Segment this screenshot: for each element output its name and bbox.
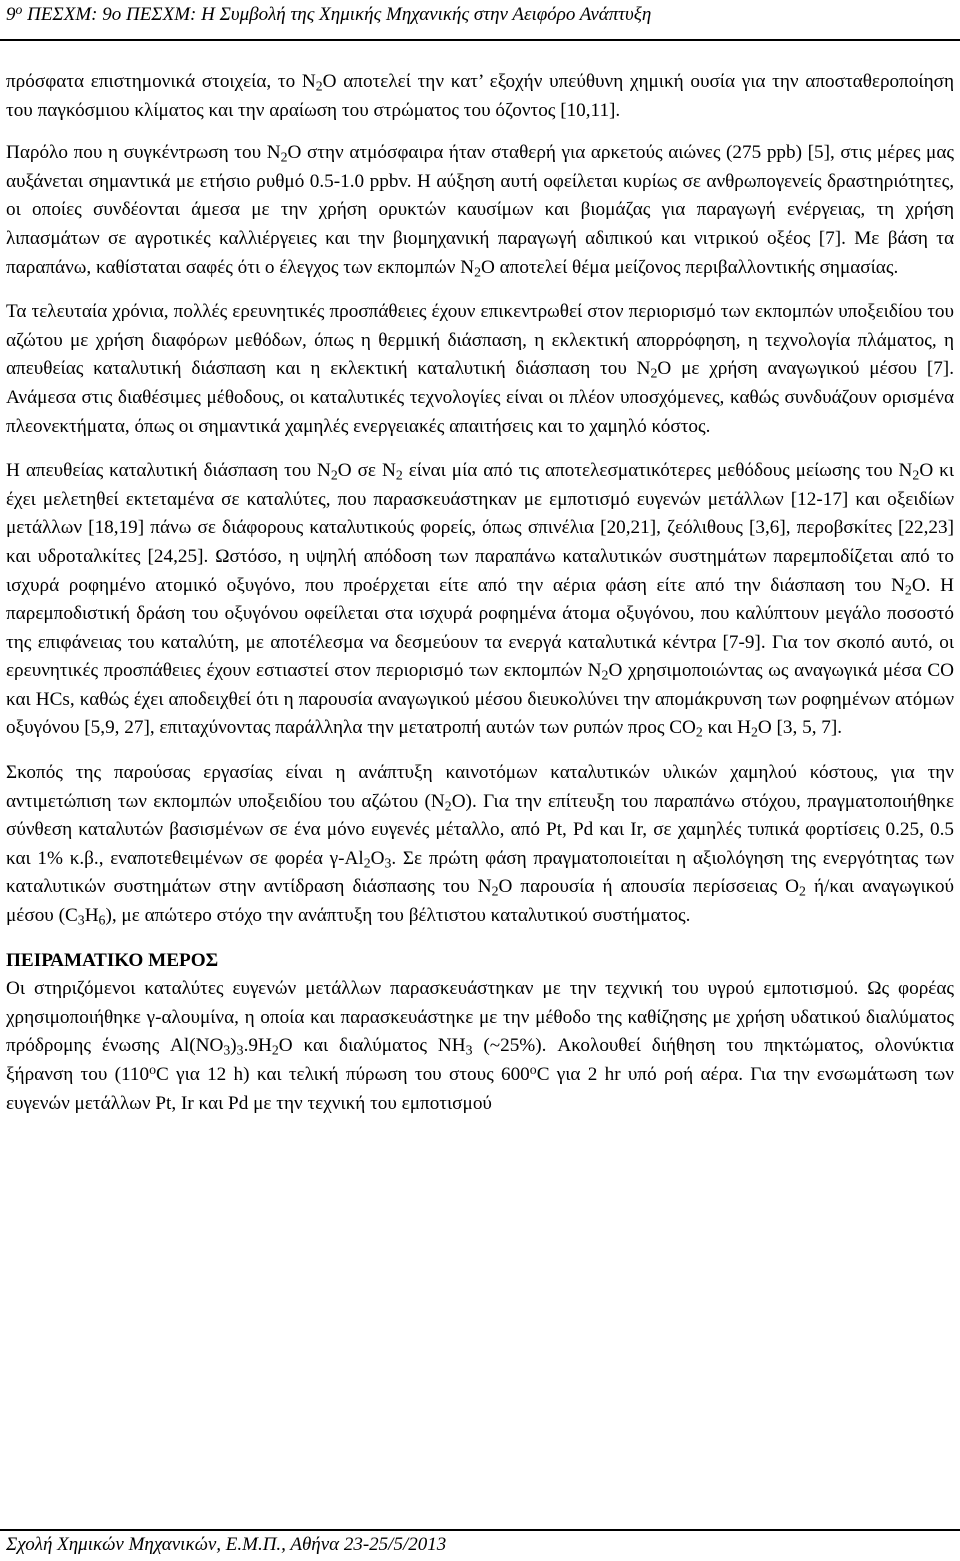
text-run: Οι στηριζόμενοι καταλύτες ευγενών μετάλλων παρασκευάστηκαν με την τεχνική του υγρού εμποτισμού. Ως φορέας χρησιμοποιήθηκε γ-αλουμίνα, η οποία και παρασκευάστηκε με την μέθοδο της καθίζησης με χρήση υδατικού διαλύματος πρόδρομης ένωσης Al(NO <box>6 978 954 1057</box>
text-run: και H <box>702 717 751 739</box>
text-run: O [3, 5, 7]. <box>757 717 843 739</box>
subscript: 3 <box>223 1042 231 1058</box>
subscript: 2 <box>395 467 403 483</box>
paragraph-5 <box>6 759 954 931</box>
subscript: 3 <box>77 912 85 928</box>
text-run: H <box>84 905 99 927</box>
running-header <box>6 2 954 28</box>
text-run: O χρησιμοποιώντας ως αναγωγικά μέσα CO και HCs, καθώς έχει αποδειχθεί ότι η παρουσία αναγωγικού μέσου διευκολύνει την απομάκρυνση των ροφημένων ατόμων οξυγόνου [5,9, 27], επιταχύνοντας παράλληλα την μετατροπή αυτών των ρυπών προς CO <box>6 660 954 739</box>
header-title: ΠΕΣΧΜ: 9ο ΠΕΣΧΜ: Η Συμβολή της Χημικής Μηχανικής στην Αειφόρο Ανάπτυξη <box>22 4 652 25</box>
text-run: O σε N <box>337 460 396 482</box>
subscript: 2 <box>363 855 371 871</box>
text-run: .9H <box>243 1035 272 1057</box>
superscript: o <box>149 1061 157 1077</box>
text-run: O αποτελεί την κατ’ εξοχήν υπεύθυνη χημική ουσία για την αποσταθεροποίηση του παγκόσμιου κλίματος και την αραίωση του στρώματος του όζοντος [10,11]. <box>6 71 954 121</box>
text-run: ) <box>230 1035 237 1057</box>
subscript: 2 <box>601 667 609 683</box>
subscript: 2 <box>750 724 758 740</box>
subscript: 2 <box>491 883 499 899</box>
subscript: 2 <box>271 1042 279 1058</box>
text-run: O αποτελεί θέμα μείζονος περιβαλλοντικής σημασίας. <box>480 256 899 278</box>
text-run: O παρουσία ή απουσία περίσσειας O <box>498 876 799 898</box>
subscript: 3 <box>384 855 392 871</box>
text-run: O <box>370 847 385 869</box>
subscript: 2 <box>444 798 452 814</box>
section-heading: ΠΕΙΡΑΜΑΤΙΚΟ ΜΕΡΟΣ <box>6 949 219 971</box>
paragraph-1 <box>6 68 954 125</box>
footer-rule <box>0 1529 960 1531</box>
text-run: O με χρήση αναγωγικού μέσου [7]. Ανάμεσα στις διαθέσιμες μέθοδους, οι καταλυτικές τεχνολογίες είναι οι πλέον υποσχόμενες, καθώς συνδυάζουν ορισμένα πλεονεκτήματα, όπως οι σημαντικά χαμηλές ενεργειακές απαιτήσεις και το χαμηλό κόστος. <box>6 358 954 437</box>
paragraph-3 <box>6 298 954 441</box>
text-run: O και διαλύματος NH <box>278 1035 466 1057</box>
subscript: 3 <box>465 1042 473 1058</box>
subscript: 2 <box>799 883 806 899</box>
subscript: 2 <box>904 581 912 597</box>
paragraph-6 <box>6 975 954 1118</box>
text-run: O. Η παρεμποδιστική δράση του οξυγόνου οφείλεται στα ισχυρά ροφημένα άτομα οξυγόνου, που καλύπτουν μεγάλο ποσοστό της επιφάνειας του καταλύτη, με αποτέλεσμα να δεσμεύουν τα ενεργά καταλυτικά κέντρα [7-9]. Για τον σκοπό αυτό, οι ερευνητικές προσπάθειες έχουν εστιαστεί στον περιορισμό των εκπομπών N <box>6 574 954 682</box>
subscript: 2 <box>280 149 288 165</box>
text-run: O). Για την επίτευξη του παραπάνω στόχου, πραγματοποιήθηκε σύνθεση καταλυτών βασισμένων σε ένα μόνο ευγενές μέταλλο, από Pt, Pd και Ir, σε χαμηλές τυπικά φορτίσεις 0.25, 0.5 και 1% κ.β., εναποτεθειμένων σε φορέα γ-Al <box>6 790 954 869</box>
text-run: είναι μία από τις αποτελεσματικότερες μεθόδους μείωσης του N <box>402 460 913 482</box>
text-run: C για 2 hr υπό ροή αέρα. Για την ενσωμάτωση των ευγενών μετάλλων Pt, Ir και Pd με την τεχνική του εμποτισμού <box>6 1064 954 1114</box>
superscript: o <box>529 1061 537 1077</box>
text-run: Η απευθείας καταλυτική διάσπαση του N <box>6 460 331 482</box>
subscript: 2 <box>650 365 658 381</box>
subscript: 6 <box>98 912 106 928</box>
text-run: Τα τελευταία χρόνια, πολλές ερευνητικές προσπάθειες έχουν επικεντρωθεί στον περιορισμό των εκπομπών υποξειδίου του αζώτου με χρήση διαφόρων μεθόδων, όπως η θερμική διάσπαση, η εκλεκτική απορρόφηση, η τεχνολογία πλάματος, η απευθείας καταλυτική διάσπαση και η εκλεκτική καταλυτική διάσπαση του N <box>6 301 954 380</box>
subscript: 2 <box>695 724 703 740</box>
text-run: . Σε πρώτη φάση πραγματοποιείται η αξιολόγηση της ενεργότητας των καταλυτικών συστημάτων στην αντίδραση διάσπασης του N <box>6 847 954 898</box>
subscript: 2 <box>912 467 920 483</box>
text-run: O στην ατμόσφαιρα ήταν σταθερή για αρκετούς αιώνες (275 ppb) [5], στις μέρες μας αυξάνεται σημαντικά με ετήσιο ρυθμό 0.5-1.0 ppbv. Η αύξηση αυτή οφείλεται κυρίως σε ανθρωπογενείς δραστηριότητες, οι οποίες συνδέονται άμεσα με την χρήση ορυκτών καυσίμων και βιομάζας για παραγωγή ενέργειας, τη χρήση λιπασμάτων σε αγροτικές καλλιέργειες και την βιομηχανική παραγωγή αδιπικού και νιτρικού οξέος [7]. Με βάση τα παραπάνω, καθίσταται σαφές ότι ο έλεγχος των εκπομπών N <box>6 142 954 278</box>
header-rule <box>0 39 960 41</box>
paragraph-2 <box>6 139 954 282</box>
text-run: C για 12 h) και τελική πύρωση του στους 600 <box>156 1064 530 1085</box>
text-run: (~25%). Ακολουθεί διήθηση του πηκτώματος, ολονύκτια ξήρανση του (110 <box>6 1035 954 1085</box>
header-ordinal: ο <box>15 1 23 17</box>
subscript: 2 <box>315 78 323 94</box>
text-run: πρόσφατα επιστημονικά στοιχεία, το N <box>6 71 316 92</box>
header-number: 9 <box>6 4 16 25</box>
paragraph-4 <box>6 457 954 743</box>
running-footer: Σχολή Χημικών Μηχανικών, Ε.Μ.Π., Αθήνα 23-25/5/2013 <box>6 1534 447 1555</box>
text-run: ), με απώτερο στόχο την ανάπτυξη του βέλτιστου καταλυτικού συστήματος. <box>105 905 691 927</box>
text-run: O κι έχει μελετηθεί εκτεταμένα σε καταλύτες, που παρασκευάστηκαν με εμποτισμό ευγενών μετάλλων [12-17] και οξειδίων μετάλλων [18,19] πάνω σε διάφορους καταλυτικούς φορείς, όπως σπινέλια [20,21], ζεόλιθους [3,6], περοβσκίτες [22,23] και υδροταλκίτες [24,25]. Ωστόσο, η υψηλή απόδοση των παραπάνω καταλυτικών συστημάτων παρεμποδίζεται από το ισχυρά ροφημένο ατομικό οξυγόνο, που προέρχεται είτε από την αέρια φάση είτε από την διάσπαση του N <box>6 460 954 596</box>
subscript: 2 <box>330 467 338 483</box>
subscript: 2 <box>474 264 481 280</box>
subscript: 3 <box>236 1042 244 1058</box>
text-run: Σκοπός της παρούσας εργασίας είναι η ανάπτυξη καινοτόμων καταλυτικών υλικών χαμηλού κόστους, για την αντιμετώπιση των εκπομπών υποξειδίου του αζώτου (N <box>6 762 954 812</box>
text-run: ή/και αναγωγικού μέσου (C <box>6 876 955 927</box>
text-run: Παρόλο που η συγκέντρωση του N <box>6 142 281 164</box>
body-text <box>6 68 954 1132</box>
